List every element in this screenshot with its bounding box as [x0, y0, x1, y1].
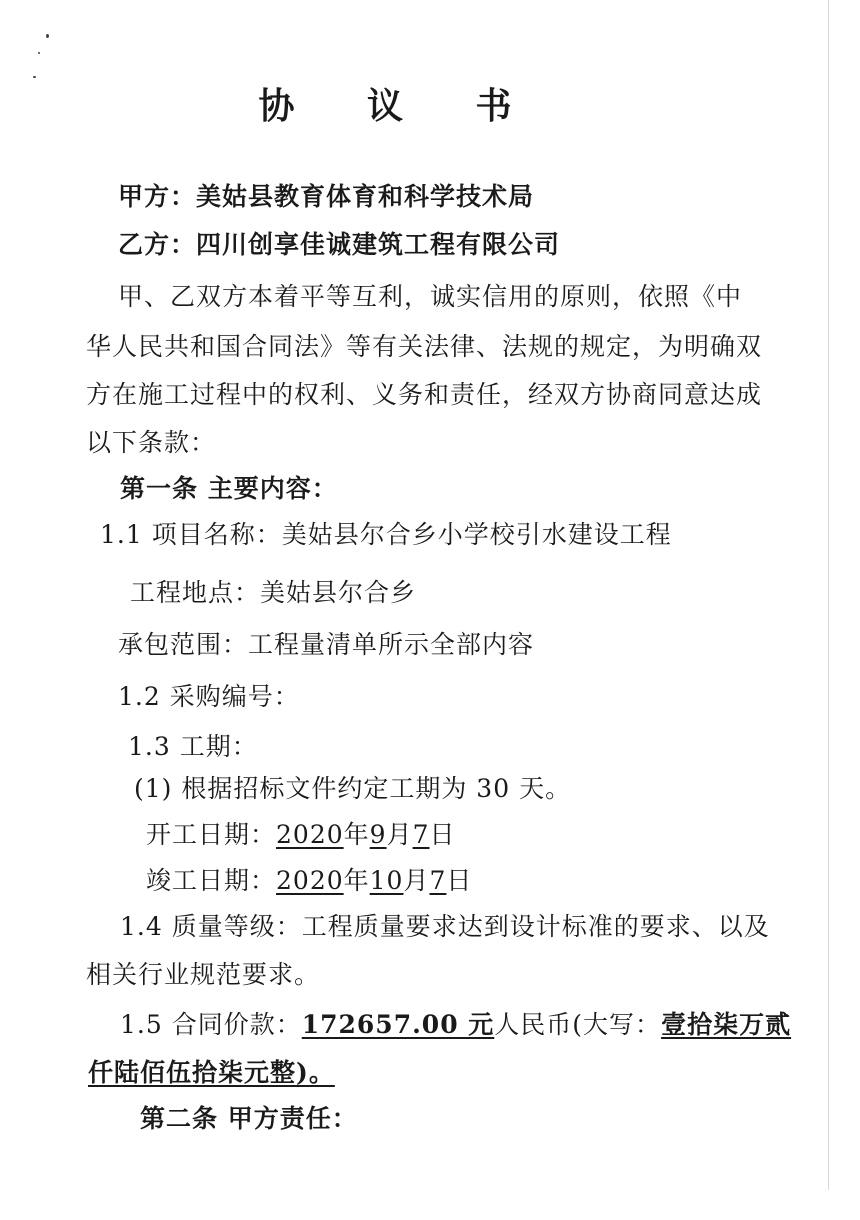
scan-edge: [828, 0, 829, 1190]
party-a-name: 美姑县教育体育和科学技术局: [196, 182, 535, 211]
project-name-line: 1.1 项目名称：美姑县尔合乡小学校引水建设工程: [100, 520, 672, 549]
start-date-line: [146, 820, 456, 850]
price-line-1: [120, 1010, 791, 1040]
location-line: 工程地点：美姑县尔合乡: [130, 578, 417, 607]
end-day: 7: [429, 866, 447, 895]
party-a-line: [118, 182, 534, 212]
start-day: 7: [412, 820, 430, 849]
intro-line-3: 方在施工过程中的权利、义务和责任，经双方协商同意达成: [86, 380, 763, 409]
start-month: 9: [369, 820, 387, 849]
document-title: 协 议 书: [258, 85, 542, 127]
month-unit: 月: [403, 866, 430, 895]
party-a-label: 甲方：: [118, 182, 197, 211]
party-b-name: 四川创享佳诚建筑工程有限公司: [196, 230, 561, 259]
price-label: 1.5 合同价款：: [120, 1010, 302, 1039]
intro-line-1: 甲、乙双方本着平等互利，诚实信用的原则，依照《中: [118, 282, 743, 311]
day-unit: 日: [429, 820, 456, 849]
price-currency: 人民币(大写：: [494, 1010, 662, 1039]
price-words-part-2: 仟陆佰伍拾柒元整)。: [88, 1058, 335, 1087]
end-date-line: [146, 866, 472, 896]
scan-speck: [46, 34, 49, 38]
quality-line-2: 相关行业规范要求。: [86, 960, 321, 989]
start-year: 2020: [276, 820, 344, 849]
start-date-label: 开工日期：: [146, 820, 277, 849]
scope-line: 承包范围：工程量清单所示全部内容: [118, 630, 535, 659]
quality-line-1: 1.4 质量等级：工程质量要求达到设计标准的要求、以及: [120, 912, 770, 941]
price-line-2: [88, 1058, 335, 1088]
price-amount: 172657.00 元: [301, 1010, 495, 1039]
day-unit: 日: [446, 866, 473, 895]
intro-line-4: 以下条款：: [86, 428, 217, 457]
article-1-heading: 第一条 主要内容：: [120, 474, 338, 503]
scan-speck: [38, 52, 40, 54]
end-date-label: 竣工日期：: [146, 866, 277, 895]
year-unit: 年: [343, 820, 370, 849]
purchase-number-line: 1.2 采购编号：: [118, 682, 300, 711]
intro-line-2: 华人民共和国合同法》等有关法律、法规的规定，为明确双: [86, 332, 763, 361]
period-heading: 1.3 工期：: [128, 732, 258, 761]
month-unit: 月: [386, 820, 413, 849]
year-unit: 年: [343, 866, 370, 895]
party-b-label: 乙方：: [118, 230, 197, 259]
end-month: 10: [369, 866, 404, 895]
party-b-line: [118, 230, 560, 260]
end-year: 2020: [276, 866, 344, 895]
price-words-part-1: 壹拾柒万贰: [661, 1010, 792, 1039]
period-text: (1) 根据招标文件约定工期为 30 天。: [134, 774, 572, 803]
article-2-heading: 第二条 甲方责任：: [140, 1104, 358, 1133]
